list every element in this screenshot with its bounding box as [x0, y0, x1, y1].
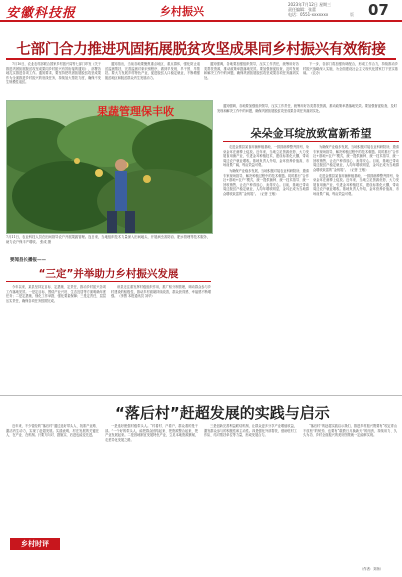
commentary-col4: “落后村”的赶超实践启示我们，推进乡村振兴既要有“咬定青山不放松”的韧劲，也要有“敢教日月换新天”的闯劲，持续用力、久久为功，乡村全面振兴的美好图景就一定能够实现。 [303, 424, 397, 438]
commentary-col1: 近年来，不少曾经的“落后村”通过选好带头人、找准产业路、激活内生动力，实现了赶超发展。实践表明，村庄发展的关键在人、在产业、在机制。只要方向对、措施实，后进也能变先进。 [6, 424, 99, 438]
commentary-section [0, 395, 402, 577]
article2-col1: 走进金寨县某食用菌种植基地，一排排菌棒整齐排列，朵朵金耳在菌棒上绽放。近年来，当地立足资源优势，大力发展食用菌产业，引进金耳种植技术，建设标准化大棚，带动周边农户就业增收。基地负责人介绍，金耳营养价值高，市场前景广阔，每亩效益可观。 为确保产业稳步发展，当地积极对接农业科研院所，邀请专家现场指导，解决种植过程中的技术难题。同时推行“合作社+基地+农户”模式，统一提供菌种、统一技术指导、统一回收销售，让农户种得放心、卖得安心。目前，基地已带动周边脱贫户稳定就业，人均年增收明显，金耳正成为当地群众增收致富的“金钥匙”。（记者 王敏） [223, 145, 309, 196]
commentary-headline: “落后村”赶超发展的实践与启示 [115, 404, 330, 422]
issue-phone: 电话：0551-xxxxxxx [288, 12, 329, 17]
article3-col1: 今年以来，某县坚持定目标、定措施、定责任，推动乡村振兴各项工作落地见效。一是定目标，围绕产业兴旺、生态宜居等方面明确年度任务；二是定措施，细化工作举措，强化要素保障；三是定责任，层层压实责任，确保各项任务按期完成。 [6, 285, 106, 303]
photo-title: 果蔬管理保丰收 [97, 105, 174, 118]
main-article-col2: 通知指出，当前各地要聚焦重点地区、重点群体，强化防止返贫监测帮扶，完善监测对象识别程序，做到早发现、早干预、早帮扶。要大力发展乡村特色产业，促进脱贫人口稳定就业，不断增强脱贫地区和脱贫群众内生发展动力。 [105, 62, 200, 80]
commentary-col3: 三是创新完善利益联结机制，让群众更多分享产业增值收益，激发群众参与的积极性和主动性。四是强化外部帮扶，借助驻村工作队、结对帮扶单位等力量，形成发展合力。 [204, 424, 297, 438]
article3-col2: 该县还注重发挥村级组织作用，推广积分制管理，调动群众参与乡村建设的积极性，推动乡村面貌持续改善，群众获得感、幸福感不断增强。（李慧 本报通讯员 刘华） [111, 285, 211, 299]
article3-kicker: 要闻县长播报—— [10, 258, 46, 263]
paper-name: 安徽科技报 [6, 6, 77, 21]
page-label: 版 [350, 12, 354, 17]
photo-caption: 7月11日，农业科技人员在田间指导农户开展果蔬管理。连日来，当地组织技术力量深入田间地头，开展病虫害防治、肥水管理等技术服务，助力农户保丰产增收。 张成 摄 [6, 235, 211, 244]
issue-date: 2023年7月12日 星期三 [288, 2, 332, 7]
page-number: 07 [368, 1, 389, 19]
section-name: 乡村振兴 [160, 5, 204, 18]
issue-info [288, 2, 356, 17]
main-article-continuation: 通知强调，各地要加强组织领导，压实工作责任，统筹用好各类帮扶资源，推动政策举措落地见效。要加强督促检查，及时发现和解决工作中的问题，确保巩固拓展脱贫攻坚成果各项任务落到实处。 [217, 104, 397, 113]
commentary-label: 乡村时评 [10, 538, 60, 550]
headline-divider [6, 58, 396, 60]
main-article-col1: 7月10日，农业农村部联合国家乡村振兴局等七部门印发《关于推进巩固拓展脱贫攻坚成果同乡村振兴有效衔接的通知》，部署各地扎实推进各项工作。通知要求，要坚持把巩固拓展脱贫攻坚成果作为全面推进乡村振兴的底线任务，持续加大帮扶力度，确保不发生规模性返贫。 [6, 62, 101, 85]
article3-headline: “三定”并举助力乡村振兴发展 [38, 268, 179, 280]
commentary-col2: 一是选好配强村级带头人。“村看村、户看户，群众看的是干部。”一个好的带头人，能把群众团结起来、把资源整合起来、把产业发展起来。二是因地制宜发展特色产业，立足本地资源禀赋，走差异化发展之路。 [105, 424, 198, 442]
main-article-col4: 下一步，各部门将加强协调配合，形成工作合力，持续推动乡村振兴战略深入实施，为全面建设社会主义现代化国家打下坚实基础。（农办） [303, 62, 398, 76]
main-article-col3: 通知强调，各地要加强组织领导，压实工作责任，统筹用好各类帮扶资源，推动政策举措落地见效。要加强督促检查，及时发现和解决工作中的问题，确保巩固拓展脱贫攻坚成果各项任务落到实处。 [204, 62, 299, 80]
masthead [0, 0, 402, 22]
issue-editor: 责任编辑：张蕾 [288, 7, 316, 12]
article2-headline: 朵朵金耳绽放致富新希望 [250, 127, 372, 140]
orchard-photo-image [7, 101, 212, 233]
main-headline: 七部门合力推进巩固拓展脱贫攻坚成果同乡村振兴有效衔接 [16, 42, 386, 58]
article3-divider [6, 281, 211, 282]
article2-divider [223, 141, 399, 142]
orchard-photo [6, 100, 213, 234]
commentary-byline: （作者：刘扬） [360, 567, 384, 571]
article2-col2: 为确保产业稳步发展，当地积极对接农业科研院所，邀请专家现场指导，解决种植过程中的技术难题。同时推行“合作社+基地+农户”模式，统一提供菌种、统一技术指导、统一回收销售，让农户种得放心、卖得安心。目前，基地已带动周边脱贫户稳定就业，人均年增收明显，金耳正成为当地群众增收致富的“金钥匙”。（记者 王敏） 走进金寨县某食用菌种植基地，一排排菌棒整齐排列，朵朵金耳在菌棒上绽放。近年来，当地立足资源优势，大力发展食用菌产业，引进金耳种植技术，建设标准化大棚，带动周边农户就业增收。基地负责人介绍，金耳营养价值高，市场前景广阔，每亩效益可观。 [313, 145, 399, 196]
